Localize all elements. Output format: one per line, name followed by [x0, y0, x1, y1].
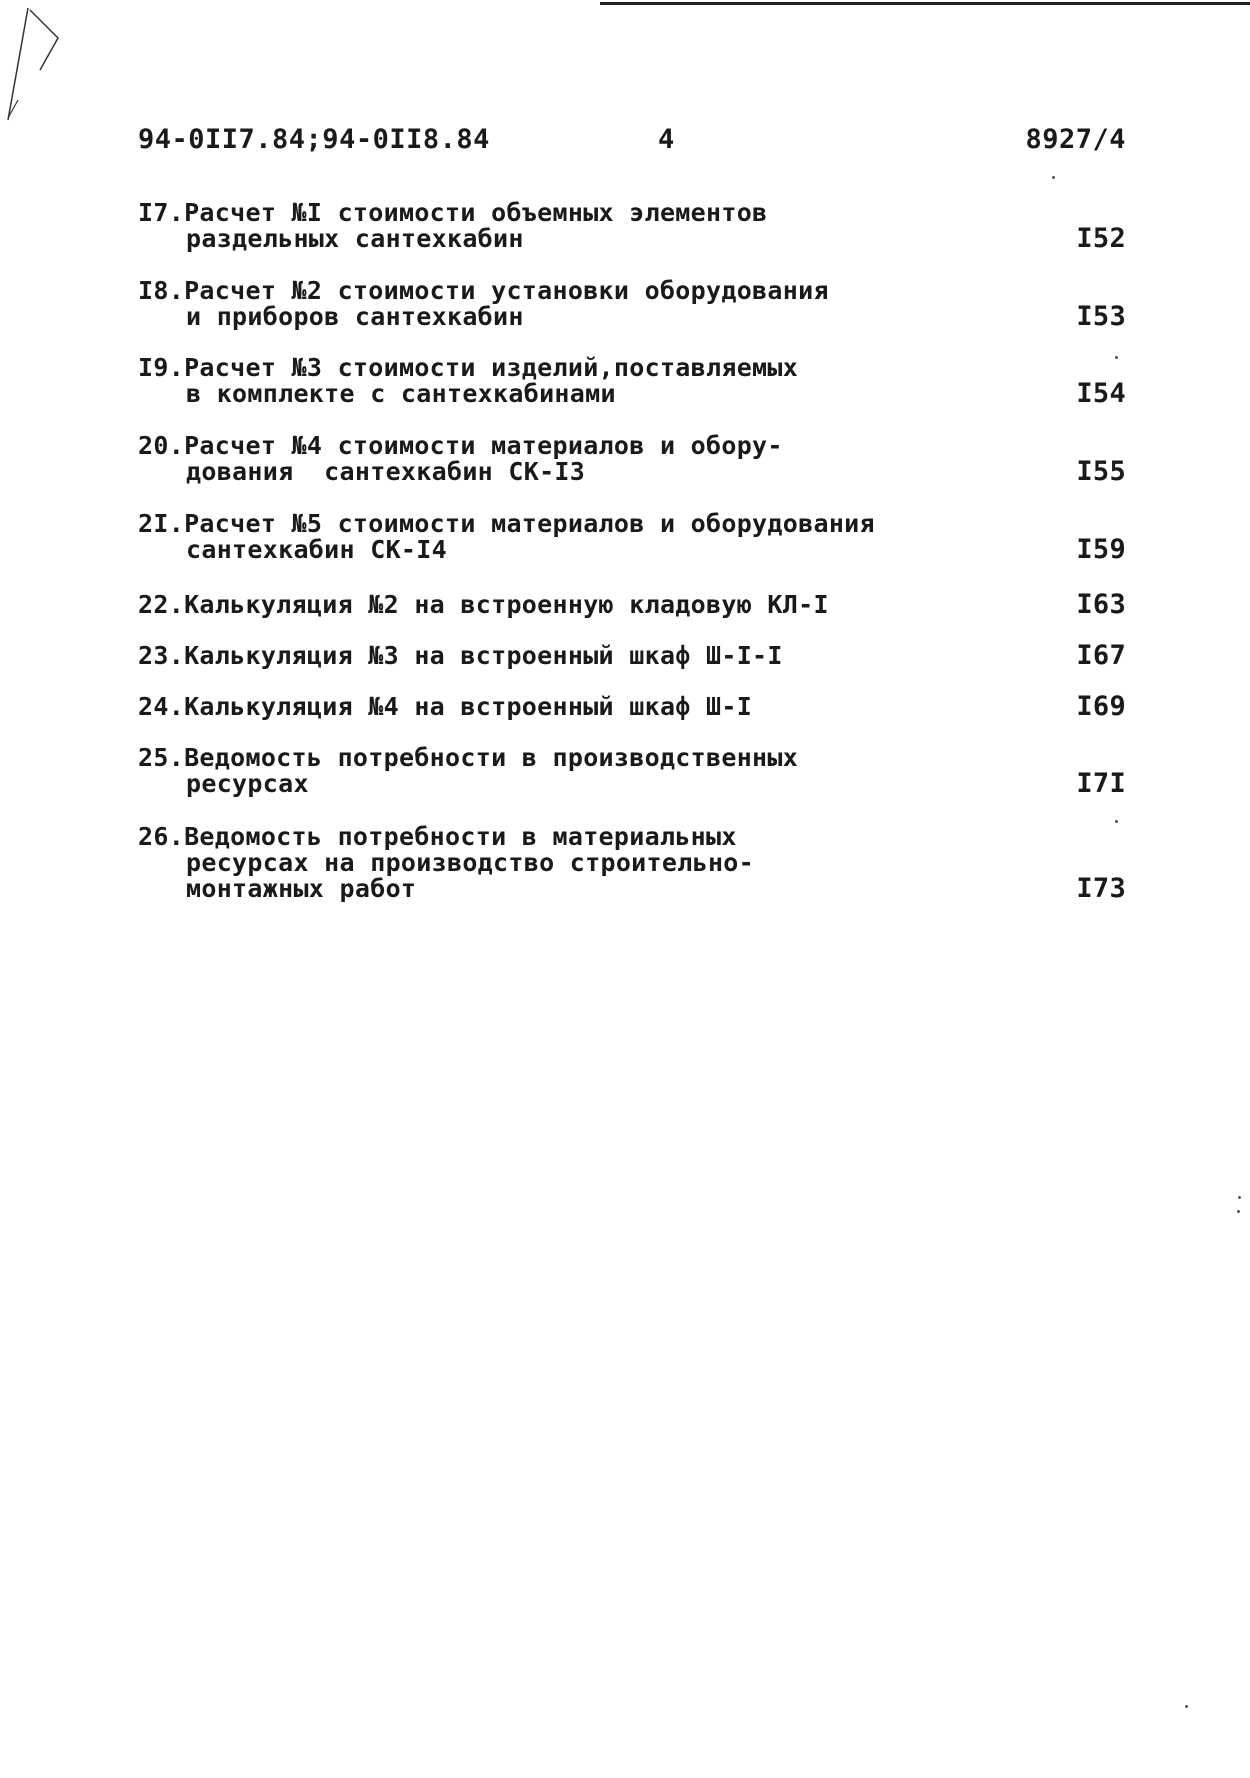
toc-entry-number: I7.: [138, 198, 185, 227]
toc-entry-title: Расчет №2 стоимости установки оборудования: [184, 276, 829, 305]
toc-entry: [138, 355, 1126, 407]
toc-entry-page: I7I: [1076, 768, 1126, 799]
toc-entry-page: I73: [1076, 873, 1126, 904]
toc-entry: [138, 433, 1126, 485]
toc-entry-number: 2I.: [138, 509, 185, 538]
scan-edge-line: [600, 2, 1250, 5]
toc-entry-title: ресурсах на производство строительно-: [186, 848, 754, 877]
toc-entry: [138, 200, 1126, 252]
toc-entry-number: I8.: [138, 276, 185, 305]
toc-entry-page: I59: [1076, 534, 1126, 565]
scan-speck: [1052, 176, 1055, 179]
scan-speck: [1115, 820, 1118, 823]
toc-entry-page: I54: [1076, 378, 1126, 409]
toc-entry: [138, 824, 1126, 902]
toc-entry-page: I67: [1076, 640, 1126, 671]
toc-entry-title: раздельных сантехкабин: [186, 224, 524, 253]
document-code: 94-0II7.84;94-0II8.84: [138, 124, 490, 155]
toc-entry-title: в комплекте с сантехкабинами: [186, 379, 616, 408]
scan-speck: [1237, 1210, 1240, 1213]
toc-entry-title: дования сантехкабин СК-I3: [186, 457, 586, 486]
toc-entry-title: Расчет №5 стоимости материалов и оборудования: [184, 509, 875, 538]
toc-entry-title: Калькуляция №3 на встроенный шкаф Ш-I-I: [184, 641, 783, 670]
toc-entry-number: 25.: [138, 743, 185, 772]
toc-entry-number: I9.: [138, 353, 185, 382]
toc-entry-title: Расчет №I стоимости объемных элементов: [184, 198, 768, 227]
toc-entry: [138, 511, 1126, 563]
toc-entry-title: и приборов сантехкабин: [186, 302, 524, 331]
toc-entry-number: 24.: [138, 692, 185, 721]
toc-entry-number: 20.: [138, 431, 185, 460]
toc-entry-page: I52: [1076, 223, 1126, 254]
toc-entry-title: Ведомость потребности в материальных: [184, 822, 737, 851]
sheet-code: 8927/4: [1025, 124, 1126, 155]
toc-entry-number: 22.: [138, 590, 185, 619]
toc-entry-title: Расчет №4 стоимости материалов и обору-: [184, 431, 783, 460]
toc-entry-page: I63: [1076, 589, 1126, 620]
toc-entry: [138, 278, 1126, 330]
toc-entry: [138, 691, 1126, 722]
toc-entry-number: 23.: [138, 641, 185, 670]
toc-entry-title: сантехкабин СК-I4: [186, 535, 447, 564]
toc-entry-number: 26.: [138, 822, 185, 851]
toc-entry-page: I53: [1076, 301, 1126, 332]
toc-entry: [138, 640, 1126, 671]
pencil-mark-icon: [0, 0, 70, 130]
toc-entry: [138, 745, 1126, 797]
scan-speck: [1238, 1196, 1241, 1199]
page-header: [138, 124, 1126, 164]
scan-speck: [1185, 1705, 1188, 1708]
toc-entry-title: Ведомость потребности в производственных: [184, 743, 799, 772]
toc-entry-page: I69: [1076, 691, 1126, 722]
toc-entry-page: I55: [1076, 456, 1126, 487]
page-number: 4: [658, 124, 675, 155]
toc-entry: [138, 589, 1126, 620]
toc-entry-title: Калькуляция №2 на встроенную кладовую КЛ-I: [184, 590, 829, 619]
toc-entry-title: Расчет №3 стоимости изделий,поставляемых: [184, 353, 799, 382]
toc-entry-title: Калькуляция №4 на встроенный шкаф Ш-I: [184, 692, 753, 721]
toc-entry-title: монтажных работ: [186, 874, 417, 903]
toc-entry-title: ресурсах: [186, 769, 309, 798]
